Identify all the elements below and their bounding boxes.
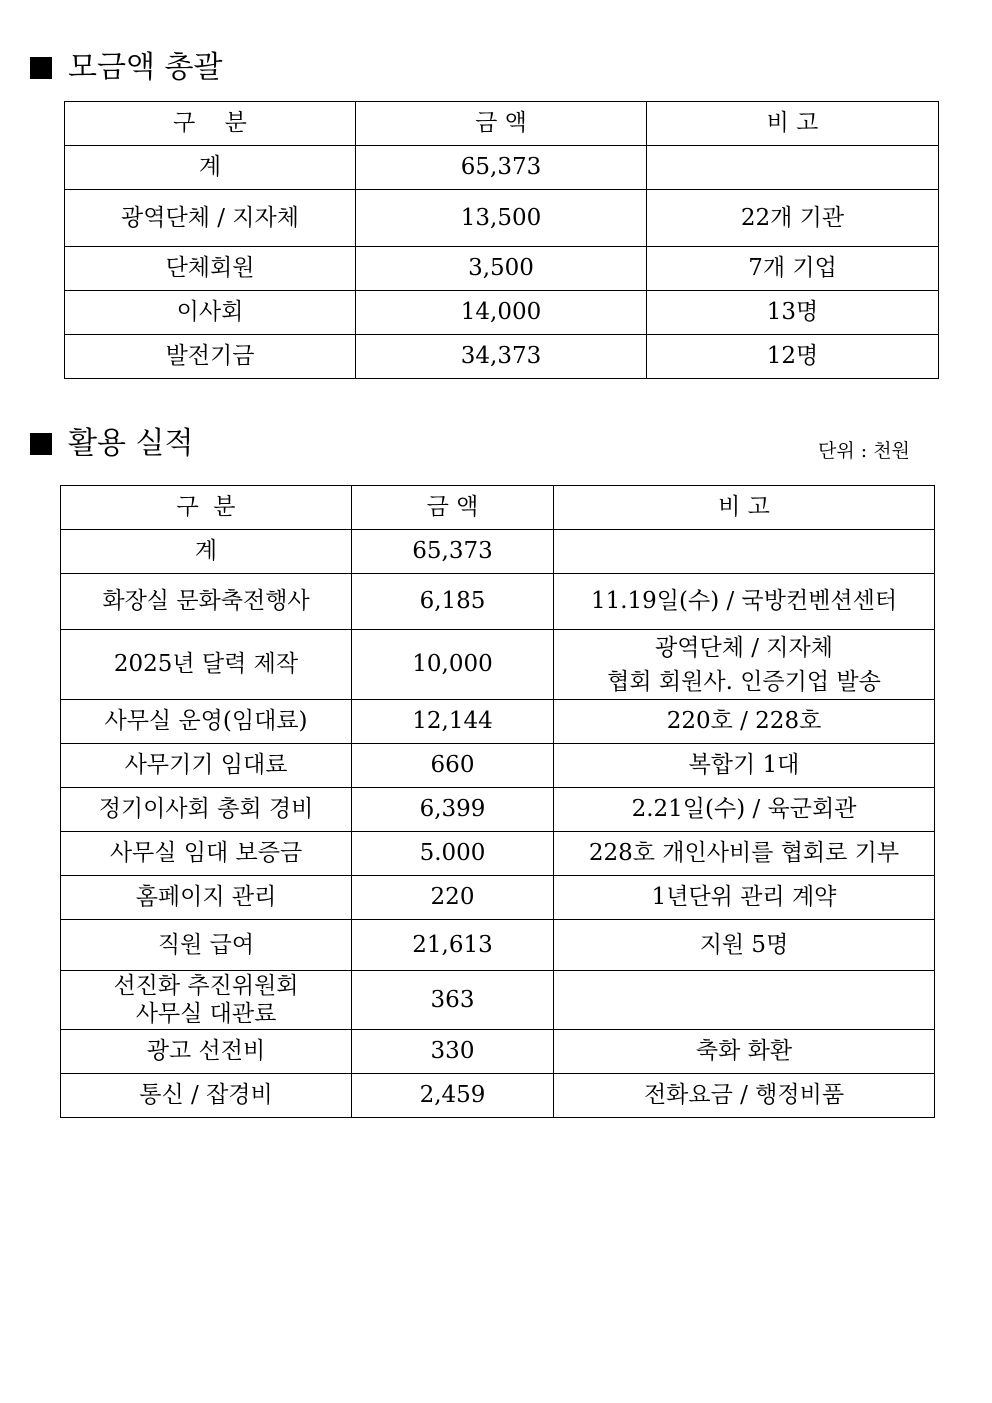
row-note: 11.19일(수) / 국방컨벤션센터: [554, 574, 935, 630]
row-note: 7개 기업: [647, 247, 939, 291]
header-note: 비 고: [647, 102, 939, 146]
row-category: [61, 971, 352, 1030]
section-1-heading: [30, 50, 222, 86]
fundraising-summary-table: [64, 101, 939, 379]
row-note: [554, 530, 935, 574]
row-note: [554, 971, 935, 1030]
table-row: [61, 920, 935, 971]
row-category: 직원 급여: [61, 920, 352, 971]
row-category: 2025년 달력 제작: [61, 630, 352, 700]
row-amount: 34,373: [356, 335, 647, 379]
section-1-title: 모금액 총괄: [68, 50, 223, 85]
row-note: 2.21일(수) / 육군회관: [554, 788, 935, 832]
row-note: 13명: [647, 291, 939, 335]
header-category: 구 분: [61, 486, 352, 530]
row-amount: 65,373: [356, 146, 647, 190]
row-category: 사무실 운영(임대료): [61, 700, 352, 744]
row-category: 계: [61, 530, 352, 574]
table-row: [61, 876, 935, 920]
row-note: 22개 기관: [647, 190, 939, 247]
row-note: [554, 630, 935, 700]
row-amount: 13,500: [356, 190, 647, 247]
table-row: [61, 530, 935, 574]
row-category: 광역단체 / 지자체: [65, 190, 356, 247]
row-amount: 363: [352, 971, 554, 1030]
row-amount: 10,000: [352, 630, 554, 700]
table-row: [61, 700, 935, 744]
table-row: [61, 832, 935, 876]
row-note: [647, 146, 939, 190]
row-amount: 2,459: [352, 1074, 554, 1118]
row-amount: 14,000: [356, 291, 647, 335]
header-category: 구 분: [65, 102, 356, 146]
row-amount: 660: [352, 744, 554, 788]
row-category: 계: [65, 146, 356, 190]
row-note-line: 협회 회원사. 인증기업 발송: [607, 668, 881, 695]
row-amount: 5.000: [352, 832, 554, 876]
row-amount: 21,613: [352, 920, 554, 971]
table-row: [61, 788, 935, 832]
table-row: [61, 630, 935, 700]
table-header-row: [65, 102, 939, 146]
unit-label: 단위 : 천원: [818, 440, 910, 462]
row-category: 사무기기 임대료: [61, 744, 352, 788]
row-category-line: 사무실 대관료: [135, 1001, 277, 1027]
table-row: [65, 247, 939, 291]
table-row: [61, 971, 935, 1030]
row-category: 발전기금: [65, 335, 356, 379]
row-note: 지원 5명: [554, 920, 935, 971]
row-amount: 6,399: [352, 788, 554, 832]
row-note: 220호 / 228호: [554, 700, 935, 744]
row-note: 228호 개인사비를 협회로 기부: [554, 832, 935, 876]
row-category-line: 선진화 추진위원회: [113, 973, 299, 999]
row-category: 사무실 임대 보증금: [61, 832, 352, 876]
row-category: 정기이사회 총회 경비: [61, 788, 352, 832]
row-category: 광고 선전비: [61, 1030, 352, 1074]
table-row: [65, 190, 939, 247]
row-category: 화장실 문화축전행사: [61, 574, 352, 630]
table-row: [65, 335, 939, 379]
row-category: 홈페이지 관리: [61, 876, 352, 920]
row-amount: 65,373: [352, 530, 554, 574]
row-category: 이사회: [65, 291, 356, 335]
table-row: [61, 574, 935, 630]
row-note: 전화요금 / 행정비품: [554, 1074, 935, 1118]
header-note: 비 고: [554, 486, 935, 530]
expenditure-table: [60, 485, 935, 1118]
row-note: 12명: [647, 335, 939, 379]
row-note-line: 광역단체 / 지자체: [655, 634, 833, 661]
table-row: [65, 291, 939, 335]
row-note: 1년단위 관리 계약: [554, 876, 935, 920]
square-bullet-icon: [30, 57, 52, 79]
table-row: [61, 744, 935, 788]
table-row: [65, 146, 939, 190]
row-note: 복합기 1대: [554, 744, 935, 788]
section-2-heading: [30, 426, 193, 462]
row-category: 통신 / 잡경비: [61, 1074, 352, 1118]
row-category: 단체회원: [65, 247, 356, 291]
row-amount: 6,185: [352, 574, 554, 630]
table-header-row: [61, 486, 935, 530]
table-row: [61, 1030, 935, 1074]
row-amount: 3,500: [356, 247, 647, 291]
row-amount: 330: [352, 1030, 554, 1074]
row-note: 축화 화환: [554, 1030, 935, 1074]
header-amount: 금 액: [352, 486, 554, 530]
row-amount: 12,144: [352, 700, 554, 744]
section-2-title: 활용 실적: [68, 426, 194, 461]
table-row: [61, 1074, 935, 1118]
square-bullet-icon: [30, 433, 52, 455]
row-amount: 220: [352, 876, 554, 920]
header-amount: 금 액: [356, 102, 647, 146]
